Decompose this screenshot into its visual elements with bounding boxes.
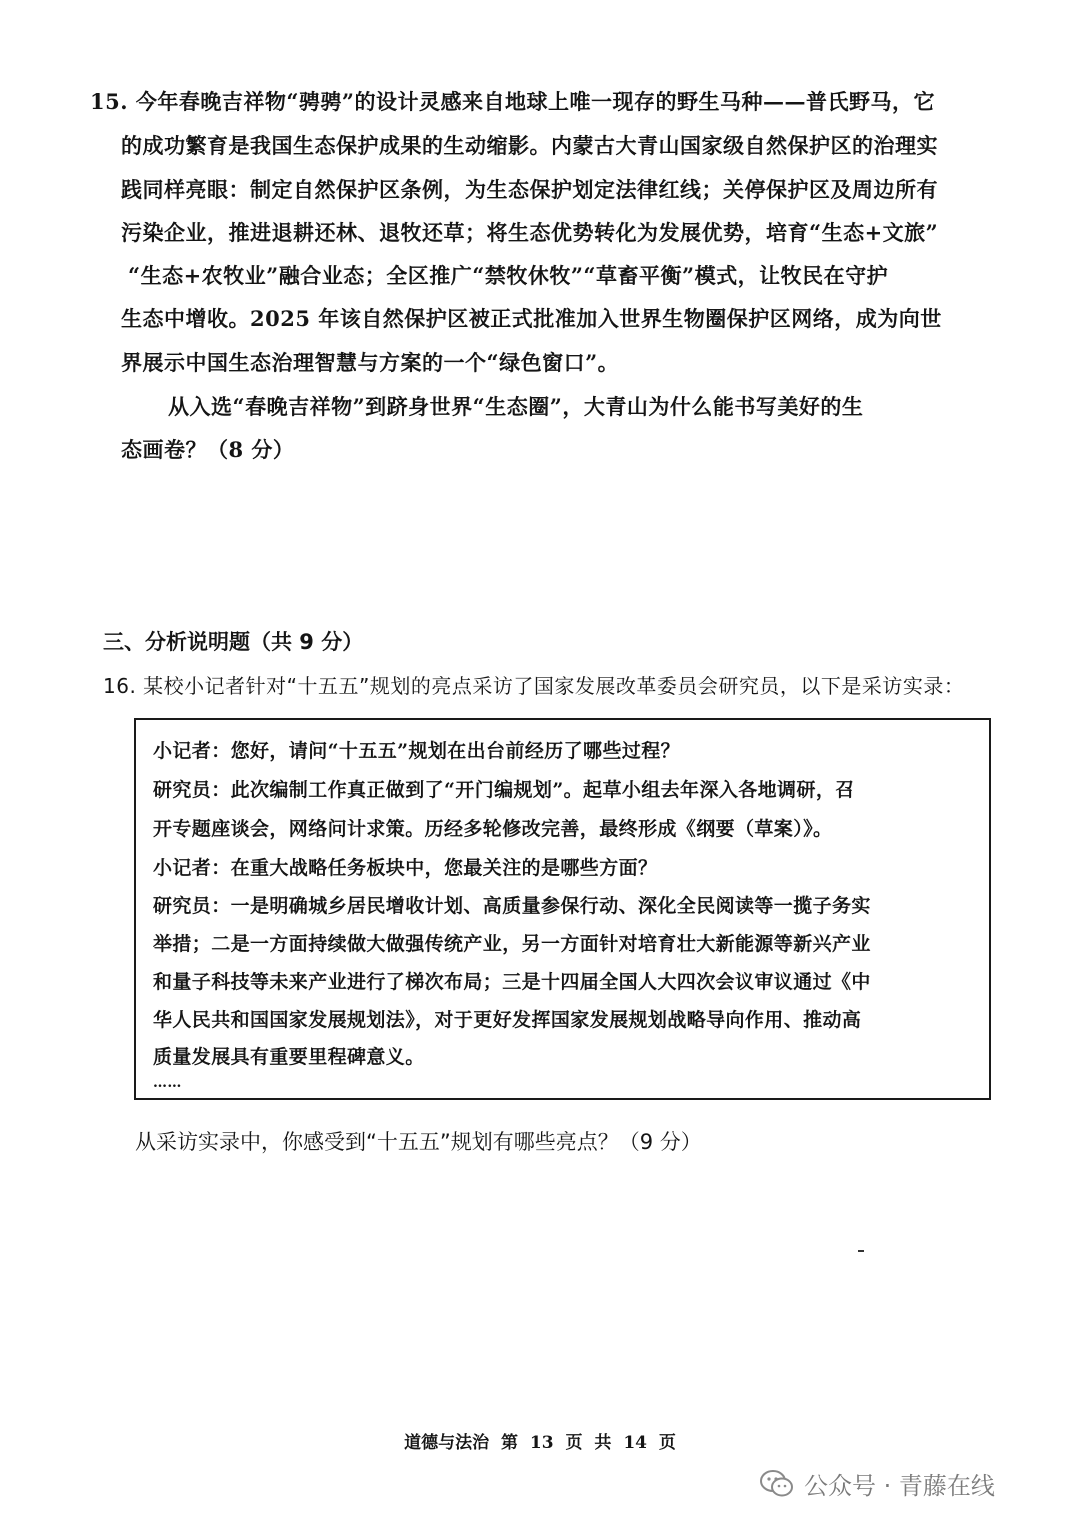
q16-question: 从采访实录中，你感受到“十五五”规划有哪些亮点？（9 分） bbox=[135, 1130, 702, 1154]
wechat-icon bbox=[760, 1469, 794, 1499]
q15-line: 界展示中国生态治理智慧与方案的一个“绿色窗口”。 bbox=[121, 350, 620, 375]
interview-line: 华人民共和国国家发展规划法》，对于更好发挥国家发展规划战略导向作用、推动高 bbox=[153, 1009, 862, 1031]
q16-intro: 16. 某校小记者针对“十五五”规划的亮点采访了国家发展改革委员会研究员，以下是采访实录： bbox=[103, 674, 965, 698]
watermark-text: 公众号 · 青藤在线 bbox=[804, 1472, 995, 1500]
interview-ellipsis: …… bbox=[153, 1075, 182, 1091]
interview-line: 质量发展具有重要里程碑意义。 bbox=[153, 1046, 425, 1068]
watermark bbox=[760, 1466, 995, 1501]
stray-mark bbox=[858, 1250, 864, 1252]
q15-line: 生态中增收。2025 年该自然保护区被正式批准加入世界生物圈保护区网络，成为向世 bbox=[121, 306, 942, 331]
q15-line: 的成功繁育是我国生态保护成果的生动缩影。内蒙古大青山国家级自然保护区的治理实 bbox=[121, 133, 938, 158]
interview-line: 和量子科技等未来产业进行了梯次布局；三是十四届全国人大四次会议审议通过《中 bbox=[153, 971, 871, 993]
interview-line: 研究员：此次编制工作真正做到了“开门编规划”。起草小组去年深入各地调研，召 bbox=[153, 779, 855, 801]
interview-line: 小记者：在重大战略任务板块中，您最关注的是哪些方面？ bbox=[153, 857, 658, 879]
q15-question-line: 态画卷？（8 分） bbox=[121, 437, 295, 462]
interview-line: 研究员：一是明确城乡居民增收计划、高质量参保行动、深化全民阅读等一揽子务实 bbox=[153, 895, 871, 917]
interview-line: 开专题座谈会，网络问计求策。历经多轮修改完善，最终形成《纲要（草案）》。 bbox=[153, 818, 833, 840]
interview-line: 小记者：您好，请问“十五五”规划在出台前经历了哪些过程？ bbox=[153, 740, 681, 762]
q15-line: “生态+农牧业”融合业态；全区推广“禁牧休牧”“草畜平衡”模式，让牧民在守护 bbox=[128, 263, 889, 288]
q15-line: 污染企业，推进退耕还林、退牧还草；将生态优势转化为发展优势，培育“生态+文旅” bbox=[121, 220, 939, 245]
section-heading: 三、分析说明题（共 9 分） bbox=[103, 630, 364, 654]
q15-line: 践同样亮眼：制定自然保护区条例，为生态保护划定法律红线；关停保护区及周边所有 bbox=[121, 177, 938, 202]
q15-question-line: 从入选“春晚吉祥物”到跻身世界“生态圈”，大青山为什么能书写美好的生 bbox=[168, 394, 864, 419]
page-footer: 道德与法治 第 13 页 共 14 页 bbox=[404, 1433, 676, 1453]
q15-line: 15. 今年春晚吉祥物“骋骋”的设计灵感来自地球上唯一现存的野生马种——普氏野马，它 bbox=[90, 89, 936, 114]
interview-line: 举措；二是一方面持续做大做强传统产业，另一方面针对培育壮大新能源等新兴产业 bbox=[153, 933, 871, 955]
interview-transcript-box bbox=[134, 718, 991, 1100]
